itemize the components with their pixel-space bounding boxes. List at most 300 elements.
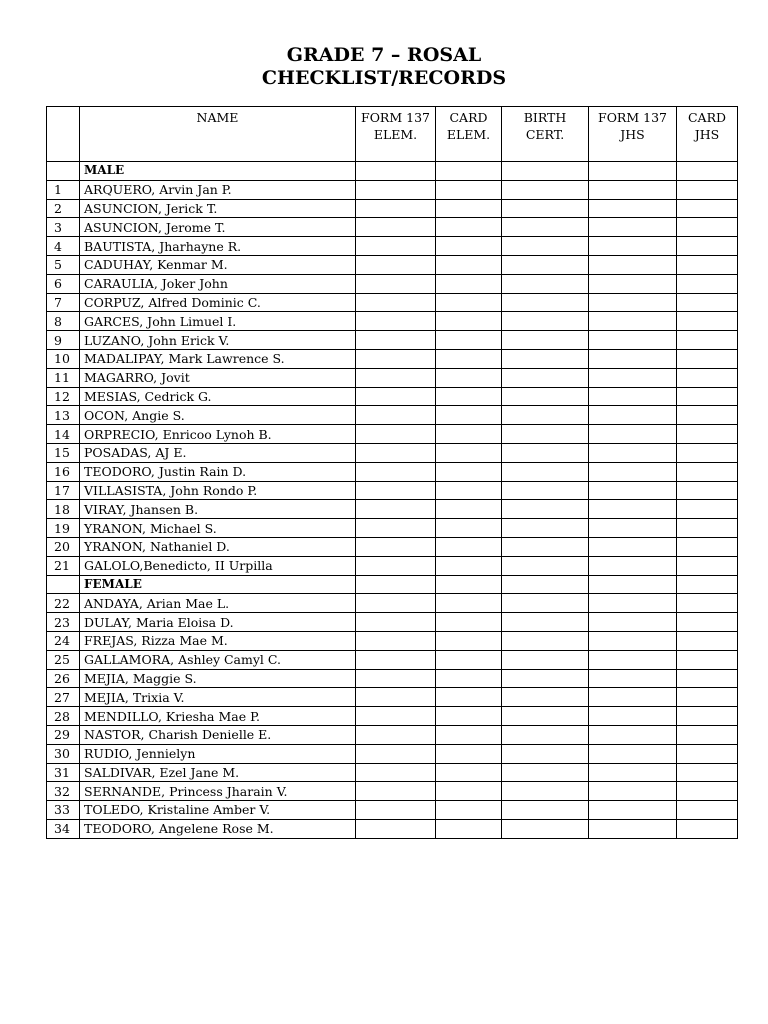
student-name: LUZANO, John Erick V.: [80, 331, 356, 350]
card-elem-cell: [436, 218, 502, 237]
form137-jhs-cell: [589, 180, 677, 199]
header-name: NAME: [80, 107, 356, 162]
row-number: 5: [47, 255, 80, 274]
card-elem-cell: [436, 462, 502, 481]
student-name: SERNANDE, Princess Jharain V.: [80, 782, 356, 801]
form137-jhs-cell: [589, 199, 677, 218]
birth-cert-cell: [502, 406, 589, 425]
table-row: [47, 425, 738, 444]
form137-elem-cell: [356, 162, 436, 181]
form137-elem-cell: [356, 387, 436, 406]
birth-cert-cell: [502, 575, 589, 594]
birth-cert-cell: [502, 218, 589, 237]
row-number: 32: [47, 782, 80, 801]
form137-elem-cell: [356, 462, 436, 481]
card-elem-cell: [436, 801, 502, 820]
card-jhs-cell: [677, 744, 738, 763]
table-row: [47, 556, 738, 575]
birth-cert-cell: [502, 255, 589, 274]
form137-elem-cell: [356, 425, 436, 444]
student-name: ASUNCION, Jerome T.: [80, 218, 356, 237]
card-elem-cell: [436, 594, 502, 613]
birth-cert-cell: [502, 688, 589, 707]
form137-elem-cell: [356, 763, 436, 782]
section-number-cell: [47, 162, 80, 181]
card-elem-cell: [436, 669, 502, 688]
card-elem-cell: [436, 631, 502, 650]
form137-elem-cell: [356, 519, 436, 538]
card-jhs-cell: [677, 218, 738, 237]
form137-jhs-cell: [589, 274, 677, 293]
table-row: [47, 274, 738, 293]
form137-jhs-cell: [589, 631, 677, 650]
form137-jhs-cell: [589, 462, 677, 481]
form137-elem-cell: [356, 707, 436, 726]
student-name: NASTOR, Charish Denielle E.: [80, 725, 356, 744]
student-name: MENDILLO, Kriesha Mae P.: [80, 707, 356, 726]
section-label: MALE: [80, 162, 356, 181]
table-body: [47, 162, 738, 839]
birth-cert-cell: [502, 199, 589, 218]
card-elem-cell: [436, 481, 502, 500]
row-number: 15: [47, 443, 80, 462]
card-elem-cell: [436, 556, 502, 575]
card-elem-cell: [436, 443, 502, 462]
table-row: [47, 519, 738, 538]
row-number: 1: [47, 180, 80, 199]
birth-cert-cell: [502, 500, 589, 519]
form137-elem-cell: [356, 349, 436, 368]
card-jhs-cell: [677, 349, 738, 368]
student-name: CORPUZ, Alfred Dominic C.: [80, 293, 356, 312]
birth-cert-cell: [502, 162, 589, 181]
row-number: 23: [47, 613, 80, 632]
card-elem-cell: [436, 575, 502, 594]
birth-cert-cell: [502, 349, 589, 368]
table-row: [47, 462, 738, 481]
table-row: [47, 255, 738, 274]
card-elem-cell: [436, 500, 502, 519]
table-row: [47, 744, 738, 763]
form137-jhs-cell: [589, 707, 677, 726]
form137-jhs-cell: [589, 255, 677, 274]
student-name: ORPRECIO, Enricoo Lynoh B.: [80, 425, 356, 444]
form137-jhs-cell: [589, 312, 677, 331]
form137-jhs-cell: [589, 537, 677, 556]
table-row: [47, 707, 738, 726]
form137-elem-cell: [356, 443, 436, 462]
card-jhs-cell: [677, 556, 738, 575]
card-elem-cell: [436, 725, 502, 744]
birth-cert-cell: [502, 331, 589, 350]
table-row: [47, 500, 738, 519]
row-number: 16: [47, 462, 80, 481]
card-jhs-cell: [677, 519, 738, 538]
card-jhs-cell: [677, 594, 738, 613]
row-number: 6: [47, 274, 80, 293]
student-name: DULAY, Maria Eloisa D.: [80, 613, 356, 632]
birth-cert-cell: [502, 443, 589, 462]
form137-jhs-cell: [589, 443, 677, 462]
card-elem-cell: [436, 312, 502, 331]
form137-elem-cell: [356, 293, 436, 312]
card-jhs-cell: [677, 763, 738, 782]
table-row: [47, 650, 738, 669]
card-jhs-cell: [677, 331, 738, 350]
table-row: [47, 631, 738, 650]
card-jhs-cell: [677, 650, 738, 669]
row-number: 10: [47, 349, 80, 368]
table-row: [47, 613, 738, 632]
checklist-table: [46, 106, 738, 839]
row-number: 24: [47, 631, 80, 650]
table-row: [47, 801, 738, 820]
table-row: [47, 443, 738, 462]
row-number: 4: [47, 237, 80, 256]
student-name: GALLAMORA, Ashley Camyl C.: [80, 650, 356, 669]
student-name: CADUHAY, Kenmar M.: [80, 255, 356, 274]
student-name: FREJAS, Rizza Mae M.: [80, 631, 356, 650]
row-number: 20: [47, 537, 80, 556]
header-card-elem: CARD ELEM.: [436, 107, 502, 162]
row-number: 30: [47, 744, 80, 763]
form137-elem-cell: [356, 199, 436, 218]
row-number: 25: [47, 650, 80, 669]
card-elem-cell: [436, 707, 502, 726]
form137-elem-cell: [356, 368, 436, 387]
student-name: OCON, Angie S.: [80, 406, 356, 425]
row-number: 18: [47, 500, 80, 519]
form137-jhs-cell: [589, 650, 677, 669]
birth-cert-cell: [502, 462, 589, 481]
card-jhs-cell: [677, 669, 738, 688]
student-name: GALOLO,Benedicto, II Urpilla: [80, 556, 356, 575]
student-name: ANDAYA, Arian Mae L.: [80, 594, 356, 613]
page-title: GRADE 7 – ROSAL: [286, 44, 482, 66]
form137-elem-cell: [356, 406, 436, 425]
card-jhs-cell: [677, 199, 738, 218]
row-number: 9: [47, 331, 80, 350]
form137-elem-cell: [356, 255, 436, 274]
card-jhs-cell: [677, 631, 738, 650]
card-jhs-cell: [677, 801, 738, 820]
card-jhs-cell: [677, 819, 738, 838]
form137-elem-cell: [356, 237, 436, 256]
row-number: 12: [47, 387, 80, 406]
row-number: 3: [47, 218, 80, 237]
form137-elem-cell: [356, 218, 436, 237]
card-jhs-cell: [677, 293, 738, 312]
card-jhs-cell: [677, 406, 738, 425]
card-jhs-cell: [677, 782, 738, 801]
form137-jhs-cell: [589, 725, 677, 744]
form137-elem-cell: [356, 744, 436, 763]
table-row: [47, 218, 738, 237]
student-name: MEJIA, Trixia V.: [80, 688, 356, 707]
card-jhs-cell: [677, 707, 738, 726]
section-row: [47, 575, 738, 594]
form137-jhs-cell: [589, 425, 677, 444]
card-elem-cell: [436, 688, 502, 707]
table-row: [47, 725, 738, 744]
student-name: TEODORO, Justin Rain D.: [80, 462, 356, 481]
student-name: TOLEDO, Kristaline Amber V.: [80, 801, 356, 820]
student-name: SALDIVAR, Ezel Jane M.: [80, 763, 356, 782]
form137-jhs-cell: [589, 519, 677, 538]
table-row: [47, 537, 738, 556]
form137-jhs-cell: [589, 763, 677, 782]
card-jhs-cell: [677, 180, 738, 199]
card-elem-cell: [436, 387, 502, 406]
student-name: RUDIO, Jennielyn: [80, 744, 356, 763]
form137-elem-cell: [356, 725, 436, 744]
card-jhs-cell: [677, 387, 738, 406]
card-jhs-cell: [677, 500, 738, 519]
page-subtitle: CHECKLIST/RECORDS: [261, 67, 507, 89]
form137-elem-cell: [356, 669, 436, 688]
card-jhs-cell: [677, 237, 738, 256]
card-elem-cell: [436, 519, 502, 538]
card-jhs-cell: [677, 274, 738, 293]
row-number: 11: [47, 368, 80, 387]
birth-cert-cell: [502, 312, 589, 331]
table-row: [47, 180, 738, 199]
table-row: [47, 368, 738, 387]
student-name: MAGARRO, Jovit: [80, 368, 356, 387]
student-name: MEJIA, Maggie S.: [80, 669, 356, 688]
birth-cert-cell: [502, 293, 589, 312]
table-row: [47, 594, 738, 613]
birth-cert-cell: [502, 725, 589, 744]
form137-jhs-cell: [589, 819, 677, 838]
form137-elem-cell: [356, 782, 436, 801]
form137-jhs-cell: [589, 500, 677, 519]
card-jhs-cell: [677, 255, 738, 274]
form137-jhs-cell: [589, 349, 677, 368]
form137-jhs-cell: [589, 688, 677, 707]
card-elem-cell: [436, 819, 502, 838]
student-name: ASUNCION, Jerick T.: [80, 199, 356, 218]
form137-elem-cell: [356, 613, 436, 632]
form137-elem-cell: [356, 481, 436, 500]
table-row: [47, 293, 738, 312]
row-number: 31: [47, 763, 80, 782]
table-row: [47, 669, 738, 688]
table-row: [47, 819, 738, 838]
card-elem-cell: [436, 537, 502, 556]
row-number: 7: [47, 293, 80, 312]
birth-cert-cell: [502, 594, 589, 613]
form137-jhs-cell: [589, 556, 677, 575]
row-number: 14: [47, 425, 80, 444]
form137-elem-cell: [356, 556, 436, 575]
birth-cert-cell: [502, 274, 589, 293]
card-jhs-cell: [677, 725, 738, 744]
form137-elem-cell: [356, 500, 436, 519]
card-elem-cell: [436, 162, 502, 181]
card-elem-cell: [436, 274, 502, 293]
birth-cert-cell: [502, 425, 589, 444]
header-row: [47, 107, 738, 162]
header-card-jhs: CARD JHS: [677, 107, 738, 162]
form137-elem-cell: [356, 575, 436, 594]
form137-elem-cell: [356, 631, 436, 650]
birth-cert-cell: [502, 481, 589, 500]
student-name: POSADAS, AJ E.: [80, 443, 356, 462]
form137-elem-cell: [356, 819, 436, 838]
row-number: 33: [47, 801, 80, 820]
card-jhs-cell: [677, 462, 738, 481]
card-elem-cell: [436, 782, 502, 801]
student-name: VILLASISTA, John Rondo P.: [80, 481, 356, 500]
header-form137-elem: FORM 137 ELEM.: [356, 107, 436, 162]
card-jhs-cell: [677, 368, 738, 387]
table-row: [47, 199, 738, 218]
form137-jhs-cell: [589, 406, 677, 425]
row-number: 8: [47, 312, 80, 331]
form137-jhs-cell: [589, 368, 677, 387]
form137-elem-cell: [356, 688, 436, 707]
form137-elem-cell: [356, 312, 436, 331]
card-jhs-cell: [677, 481, 738, 500]
section-number-cell: [47, 575, 80, 594]
birth-cert-cell: [502, 801, 589, 820]
form137-jhs-cell: [589, 801, 677, 820]
form137-jhs-cell: [589, 162, 677, 181]
card-elem-cell: [436, 237, 502, 256]
header-birth-cert: BIRTH CERT.: [502, 107, 589, 162]
birth-cert-cell: [502, 744, 589, 763]
birth-cert-cell: [502, 763, 589, 782]
form137-jhs-cell: [589, 331, 677, 350]
row-number: 13: [47, 406, 80, 425]
student-name: ARQUERO, Arvin Jan P.: [80, 180, 356, 199]
table-row: [47, 331, 738, 350]
card-jhs-cell: [677, 688, 738, 707]
card-elem-cell: [436, 425, 502, 444]
section-label: FEMALE: [80, 575, 356, 594]
student-name: GARCES, John Limuel I.: [80, 312, 356, 331]
row-number: 2: [47, 199, 80, 218]
card-elem-cell: [436, 180, 502, 199]
table-row: [47, 782, 738, 801]
form137-jhs-cell: [589, 744, 677, 763]
table-row: [47, 763, 738, 782]
student-name: VIRAY, Jhansen B.: [80, 500, 356, 519]
student-name: MADALIPAY, Mark Lawrence S.: [80, 349, 356, 368]
row-number: 21: [47, 556, 80, 575]
row-number: 27: [47, 688, 80, 707]
row-number: 17: [47, 481, 80, 500]
form137-jhs-cell: [589, 669, 677, 688]
row-number: 34: [47, 819, 80, 838]
row-number: 29: [47, 725, 80, 744]
card-jhs-cell: [677, 613, 738, 632]
form137-jhs-cell: [589, 594, 677, 613]
card-jhs-cell: [677, 425, 738, 444]
card-elem-cell: [436, 255, 502, 274]
student-name: TEODORO, Angelene Rose M.: [80, 819, 356, 838]
card-jhs-cell: [677, 575, 738, 594]
form137-elem-cell: [356, 331, 436, 350]
header-number: [47, 107, 80, 162]
table-row: [47, 688, 738, 707]
student-name: BAUTISTA, Jharhayne R.: [80, 237, 356, 256]
form137-elem-cell: [356, 274, 436, 293]
form137-jhs-cell: [589, 481, 677, 500]
section-row: [47, 162, 738, 181]
card-jhs-cell: [677, 537, 738, 556]
header-form137-jhs: FORM 137 JHS: [589, 107, 677, 162]
card-elem-cell: [436, 199, 502, 218]
birth-cert-cell: [502, 180, 589, 199]
card-jhs-cell: [677, 312, 738, 331]
card-elem-cell: [436, 613, 502, 632]
form137-jhs-cell: [589, 613, 677, 632]
student-name: YRANON, Nathaniel D.: [80, 537, 356, 556]
card-elem-cell: [436, 331, 502, 350]
student-name: YRANON, Michael S.: [80, 519, 356, 538]
birth-cert-cell: [502, 556, 589, 575]
birth-cert-cell: [502, 707, 589, 726]
table-row: [47, 349, 738, 368]
table-row: [47, 406, 738, 425]
birth-cert-cell: [502, 368, 589, 387]
table-row: [47, 387, 738, 406]
form137-elem-cell: [356, 594, 436, 613]
birth-cert-cell: [502, 782, 589, 801]
row-number: 26: [47, 669, 80, 688]
row-number: 22: [47, 594, 80, 613]
student-name: CARAULIA, Joker John: [80, 274, 356, 293]
birth-cert-cell: [502, 537, 589, 556]
row-number: 28: [47, 707, 80, 726]
row-number: 19: [47, 519, 80, 538]
table-row: [47, 312, 738, 331]
table-row: [47, 481, 738, 500]
form137-jhs-cell: [589, 293, 677, 312]
birth-cert-cell: [502, 613, 589, 632]
form137-jhs-cell: [589, 575, 677, 594]
form137-jhs-cell: [589, 237, 677, 256]
birth-cert-cell: [502, 650, 589, 669]
card-jhs-cell: [677, 162, 738, 181]
card-elem-cell: [436, 650, 502, 669]
birth-cert-cell: [502, 819, 589, 838]
form137-elem-cell: [356, 801, 436, 820]
student-name: MESIAS, Cedrick G.: [80, 387, 356, 406]
birth-cert-cell: [502, 519, 589, 538]
form137-elem-cell: [356, 537, 436, 556]
table-row: [47, 237, 738, 256]
form137-jhs-cell: [589, 218, 677, 237]
card-elem-cell: [436, 368, 502, 387]
card-elem-cell: [436, 763, 502, 782]
birth-cert-cell: [502, 669, 589, 688]
birth-cert-cell: [502, 631, 589, 650]
birth-cert-cell: [502, 237, 589, 256]
form137-elem-cell: [356, 180, 436, 199]
form137-jhs-cell: [589, 782, 677, 801]
form137-jhs-cell: [589, 387, 677, 406]
card-elem-cell: [436, 293, 502, 312]
card-elem-cell: [436, 406, 502, 425]
birth-cert-cell: [502, 387, 589, 406]
card-elem-cell: [436, 349, 502, 368]
form137-elem-cell: [356, 650, 436, 669]
card-elem-cell: [436, 744, 502, 763]
card-jhs-cell: [677, 443, 738, 462]
